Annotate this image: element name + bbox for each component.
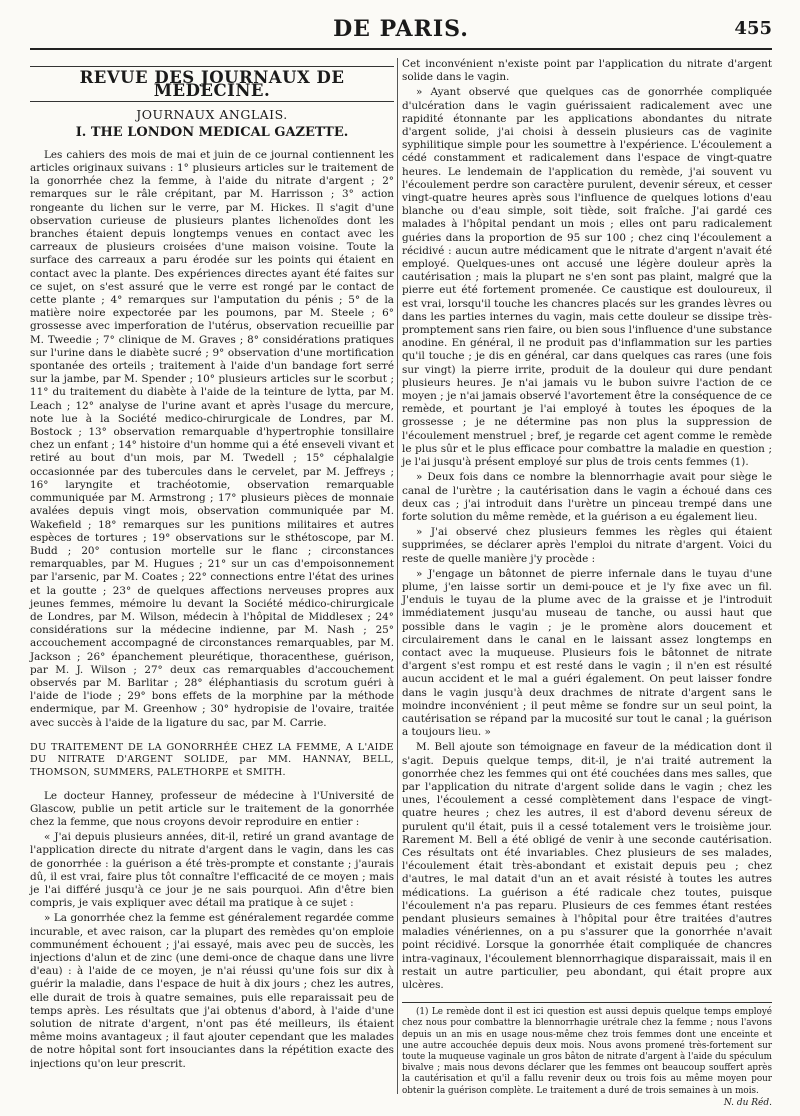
right-paragraph-2: » Ayant observé que quelques cas de gonorrhée compliquée d'ulcération dans le vagin guérissaient radicalement avec une rapidité étonnante par les applications abondantes du nitrate d'argent solide, j'ai choisi à dessein plusieurs cas de vaginite syphilitique simple pour les soumettre à l'expérience. L'écoulement a cédé constamment et radicalement dans l'espace de vingt-quatre heures. Le lendemain de l'application du remède, j'ai souvent vu l'écoulement perdre son caractère purulent, devenir séreux, et cesser vingt-quatre heures après sous l'influence de quelques lotions d'eau blanche ou d'eau simple, soit tiède, soit fraîche. J'ai gardé ces malades à l'hôpital pendant un mois ; elles ont paru radicalement guéries dans la proportion de 95 sur 100 ; chez cinq l'écoulement a récidivé : aucun autre médicament que le nitrate d'argent n'avait été employé. Quelques-unes ont accusé une légère douleur après la cautérisation ; mais la plupart ne s'en sont pas plaint, malgré que la pierre eut été fortement promenée. Ce caustique est douloureux, il est vrai, lorsqu'il touche les chancres placés sur les grandes lèvres ou dans les parties internes du vagin, mais cette douleur se dissipe très-promptement sans rien faire, ou bien sous l'influence d'une substance anodine. En général, il ne produit pas d'inflammation sur les parties qu'il touche ; je dis en général, car dans quelques cas rares (une fois sur vingt) la pierre irrite, produit de la douleur qui dure pendant plusieurs heures. Je n'ai jamais vu le bubon suivre l'action de ce moyen ; je n'ai jamais observé l'avortement être la conséquence de ce remède, et pourtant je l'ai employé à toutes les époques de la grossesse ; je ne détermine pas non plus la suppression de l'écoulement menstruel ; bref, je regarde cet agent comme le remède le plus sûr et le plus efficace pour combattre la maladie en question ; je l'ai jusqu'à présent employé sur plus de trois cents femmes (1).: [402, 86, 772, 469]
english-journals-subheading: JOURNAUX ANGLAIS.: [136, 107, 288, 123]
column-divider: [397, 58, 398, 1094]
left-column: [30, 58, 394, 1094]
running-title: DE PARIS.: [333, 16, 469, 42]
right-paragraph-5: » J'engage un bâtonnet de pierre infernale dans le tuyau d'une plume, j'en laisse sortir un demi-pouce et je l'y fixe avec un fil. J'enduis le tuyau de la plume avec de la graisse et je l'introduit immédiatement jusqu'au museau de tanche, ou aussi haut que possible dans le vagin ; je le promène alors doucement et circulairement dans le canal en le laissant assez longtemps en contact avec la muqueuse. Plusieurs fois le bâtonnet de nitrate d'argent s'est rompu et est resté dans le vagin ; il n'en est résulté aucun accident et le mal a guéri également. On peut laisser fondre dans le vagin jusqu'à deux drachmes de nitrate d'argent sans le moindre inconvénient ; il peut même se fondre sur un seul point, la cautérisation se répand par la mucosité sur tout le canal ; la guérison a toujours lieu. »: [402, 567, 772, 739]
left-paragraph-1: Le docteur Hanney, professeur de médecine à l'Université de Glascow, publie un petit article sur le traitement de la gonorrhée chez la femme, que nous croyons devoir reproduire en entier :: [30, 789, 394, 828]
left-paragraph-3: » La gonorrhée chez la femme est généralement regardée comme incurable, et avec raison, car la plupart des remèdes qu'on emploie communément échouent ; j'ai essayé, mais avec peu de succès, les injections d'alun et de zinc (une demi-once de chaque dans une livre d'eau) : à l'aide de ce moyen, je n'ai réussi qu'une fois sur dix à guérir la maladie, dans l'espace de huit à dix jours ; chez les autres, elle durait de trois à quatre semaines, puis elle reparaissait peu de temps après. Les résultats que j'ai obtenus d'abord, à l'aide d'une solution de nitrate d'argent, n'ont pas été meilleurs, ils étaient même moins avantageux ; il faut ajouter cependant que les malades de notre hôpital sont fort insouciantes dans la répétition exacte des injections qu'on leur prescrit.: [30, 912, 394, 1070]
running-header: [30, 14, 772, 50]
right-column: [402, 58, 772, 1108]
section-title: I. THE LONDON MEDICAL GAZETTE.: [75, 124, 349, 140]
right-paragraph-4: » J'ai observé chez plusieurs femmes les règles qui étaient supprimées, se déclarer après l'emploi du nitrate d'argent. Voici du reste de quelle manière j'y procède :: [402, 526, 772, 565]
treatment-section-heading: DU TRAITEMENT DE LA GONORRHÉE CHEZ LA FEMME, A L'AIDE DU NITRATE D'ARGENT SOLIDE, par MM. HANNAY, BELL, THOMSON, SUMMERS, PALETHORPE et SMITH.: [30, 741, 394, 778]
right-paragraph-6: M. Bell ajoute son témoignage en faveur de la médication dont il s'agit. Depuis quelque temps, dit-il, je n'ai traité autrement la gonorrhée chez les femmes qui ont été couchées dans mes salles, que par l'application du nitrate d'argent solide dans le vagin ; chez les unes, l'écoulement a cessé complètement dans l'espace de vingt-quatre heures ; chez les autres, il est d'abord devenu séreux de purulent qu'il était, puis il a cessé totalement vers le troisième jour. Rarement M. Bell a été obligé de venir à une seconde cautérisation. Ces résultats ont été invariables. Chez plusieurs de ses malades, l'écoulement était très-abondant et existait depuis peu ; chez d'autres, le mal datait d'un an et avait résisté à toutes les autres médications. La guérison a été radicale chez toutes, puisque l'écoulement n'a pas reparu. Plusieurs de ces femmes étant restées pendant plusieurs semaines à l'hôpital pour être traitées d'autres maladies vénériennes, on a pu s'assurer que la gonorrhée n'avait point récidivé. Lorsque la gonorrhée était compliquée de chancres intra-vaginaux, l'écoulement blennorrhagique disparaissait, mais il en restait un autre particulier, peu abondant, qui était propre aux ulcères.: [402, 741, 772, 992]
right-paragraph-1: Cet inconvénient n'existe point par l'application du nitrate d'argent solide dans le vagin.: [402, 58, 772, 84]
journal-review-heading: REVUE DES JOURNAUX DE MÉDECINE.: [30, 66, 394, 102]
footnote: (1) Le remède dont il est ici question est aussi depuis quelque temps employé chez nous pour combattre la blennorrhagie urétrale chez la femme ; nous l'avons depuis un an mis en usage nous-même chez trois femmes dont une enceinte et une autre accouchée depuis deux mois. Nous avons promené très-fortement sur toute la muqueuse vaginale un gros bâton de nitrate d'argent à l'aide du spéculum bivalve ; mais nous devons déclarer que les femmes ont beaucoup souffert après la cautérisation et qu'il a fallu revenir deux ou trois fois au même moyen pour obtenir la guérison complète. Le traitement a duré de trois semaines à un mois.: [402, 1007, 772, 1096]
left-paragraph-2: « J'ai depuis plusieurs années, dit-il, retiré un grand avantage de l'application directe du nitrate d'argent dans le vagin, dans les cas de gonorrhée : la guérison a été très-prompte et constante ; j'aurais dû, il est vrai, faire plus tôt connaître l'efficacité de ce moyen ; mais je l'ai différé jusqu'à ce jour je ne sais pourquoi. Afin d'être bien compris, je vais expliquer avec détail ma pratique à ce sujet :: [30, 831, 394, 910]
intro-paragraph: Les cahiers des mois de mai et juin de ce journal contiennent les articles originaux suivans : 1° plusieurs articles sur le traitement de la gonorrhée chez la femme, à l'aide du nitrate d'argent ; 2° remarques sur le râle crépitant, par M. Harrisson ; 3° action rongeante du lichen sur le verre, par M. Hickes. Il s'agit d'une observation curieuse de plusieurs plantes lichenoïdes dont les branches étaient depuis longtemps venues en contact avec les carreaux de plusieurs croisées d'une maison voisine. Toute la surface des carreaux a paru érodée sur les points qui étaient en contact avec la plante. Des expériences directes ayant été faites sur ce sujet, on s'est assuré que le verre est rongé par le contact de cette plante ; 4° remarques sur l'amputation du pénis ; 5° de la matière noire expectorée par les poumons, par M. Steele ; 6° grossesse avec imperforation de l'utérus, observation recueillie par M. Tweedie ; 7° clinique de M. Graves ; 8° considérations pratiques sur l'urine dans le diabète sucré ; 9° observation d'une mortification spontanée des orteils ; traitement à l'aide d'un bandage fort serré sur la jambe, par M. Spender ; 10° plusieurs articles sur le scorbut ; 11° du traitement du diabète à l'aide de la teinture de lytta, par M. Leach ; 12° analyse de l'urine avant et après l'usage du mercure, note lue à la Société medico-chirurgicale de Londres, par M. Bostock ; 13° observation remarquable d'hypertrophie tonsillaire chez un enfant ; 14° histoire d'un homme qui a été enseveli vivant et retiré au bout d'un mois, par M. Twedell ; 15° céphalalgie occasionnée par des tubercules dans le cervelet, par M. Jeffreys ; 16° laryngite et trachéotomie, observation remarquable communiquée par M. Armstrong ; 17° plusieurs pièces de monnaie avalées depuis vingt mois, observation communiquée par M. Wakefield ; 18° remarques sur les punitions militaires et autres espèces de tortures ; 19° observations sur le sthétoscope, par M. Budd ; 20° contusion mortelle sur le flanc ; circonstances remarquables, par M. Hugues ; 21° sur un cas d'empoisonnement par l'arsenic, par M. Coates ; 22° connections entre l'état des urines et la goutte ; 23° de quelques affections nerveuses propres aux jeunes femmes, mémoire lu devant la Société médico-chirurgicale de Londres, par M. Wilson, médecin à l'hôpital de Middlesex ; 24° considérations sur la médecine indienne, par M. Nash ; 25° accouchement accompagné de circonstances remarquables, par M. Jackson ; 26° épanchement pleurétique, thoracenthese, guérison, par M. J. Wilson ; 27° deux cas remarquables d'accouchement observés par M. Barlitar ; 28° éléphantiasis du scrotum guéri à l'aide de l'iode ; 29° bons effets de la morphine par la méthode endermique, par M. Greenhow ; 30° hydropisie de l'ovaire, traitée avec succès à l'aide de la ligature du sac, par M. Carrie.: [30, 148, 394, 729]
footnote-rule: [402, 1002, 772, 1003]
right-paragraph-3: » Deux fois dans ce nombre la blennorrhagie avait pour siège le canal de l'urètre ; la cautérisation dans le vagin a échoué dans ces deux cas ; j'ai introduit dans l'urètre un pinceau trempé dans une forte solution du même remède, et la guérison a eu également lieu.: [402, 471, 772, 523]
footnote-signature: N. du Réd.: [723, 1097, 772, 1108]
page-number: 455: [734, 18, 772, 39]
